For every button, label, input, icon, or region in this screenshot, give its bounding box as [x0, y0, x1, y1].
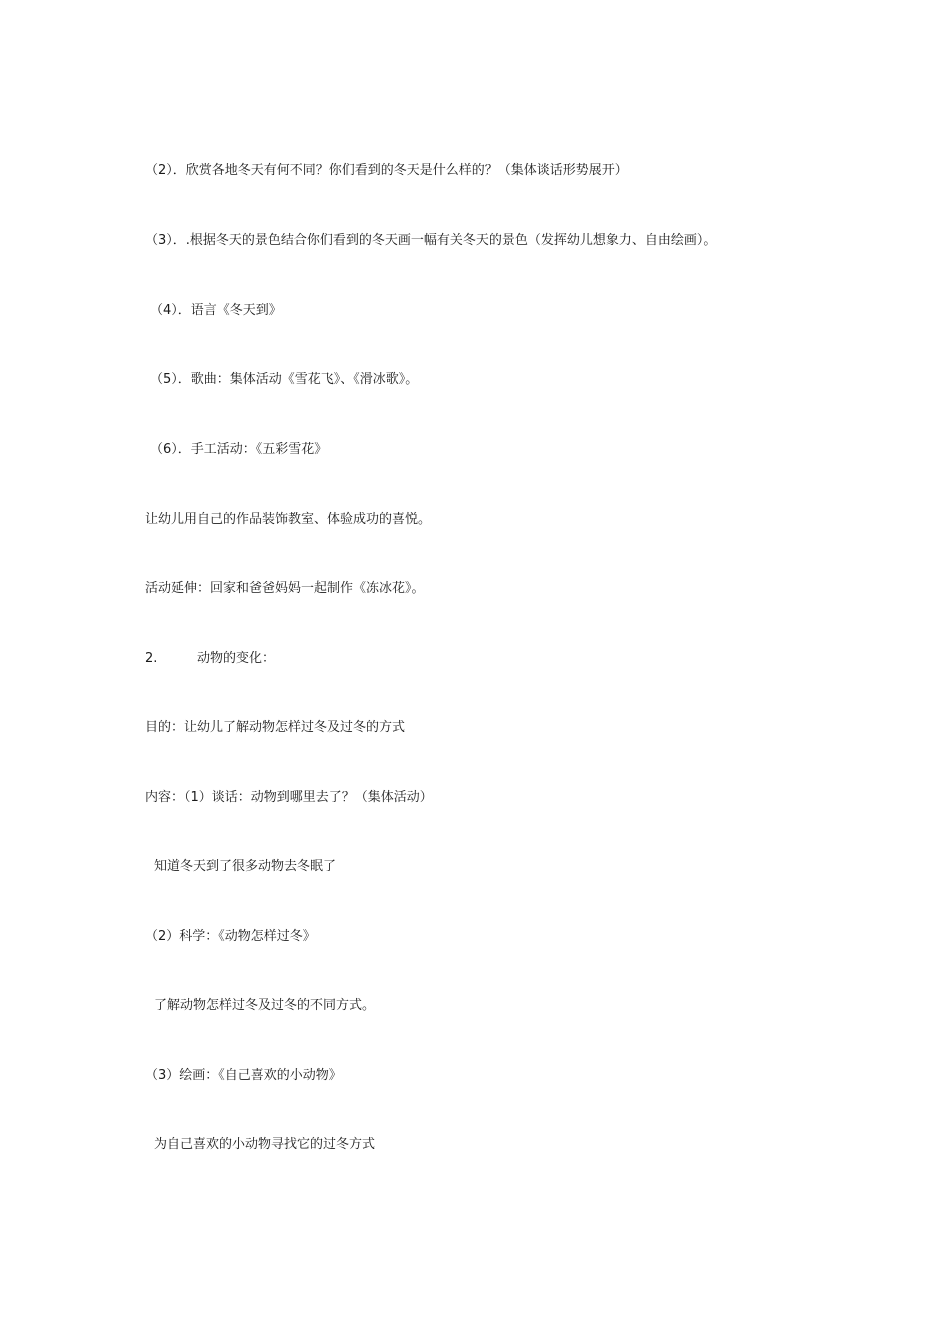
paragraph-line: 内容：（1）谈话：动物到哪里去了？（集体活动）	[145, 790, 433, 805]
paragraph-line: 让幼儿用自己的作品装饰教室、体验成功的喜悦。	[145, 512, 432, 527]
paragraph-line: （2）．欣赏各地冬天有何不同？你们看到的冬天是什么样的？（集体谈话形势展开）	[145, 163, 628, 178]
paragraph-line: （3）绘画：《自己喜欢的小动物》	[145, 1068, 342, 1083]
section-title: 动物的变化：	[197, 651, 276, 666]
paragraph-line: 知道冬天到了很多动物去冬眠了	[154, 859, 337, 874]
section-heading	[145, 650, 275, 668]
paragraph-line: （4）．语言《冬天到》	[150, 303, 282, 318]
paragraph-line: 目的：让幼儿了解动物怎样过冬及过冬的方式	[145, 720, 406, 735]
paragraph-line: （6）．手工活动：《五彩雪花》	[150, 442, 328, 457]
paragraph-line: 了解动物怎样过冬及过冬的不同方式。	[154, 998, 376, 1013]
paragraph-line: （5）．歌曲：集体活动《雪花飞》、《滑冰歌》。	[150, 372, 419, 387]
paragraph-line: （3）．.根据冬天的景色结合你们看到的冬天画一幅有关冬天的景色（发挥幼儿想象力、自由绘画）。	[145, 233, 717, 248]
section-number: 2.	[145, 651, 158, 666]
paragraph-line: 为自己喜欢的小动物寻找它的过冬方式	[154, 1137, 376, 1152]
paragraph-line: （2）科学：《动物怎样过冬》	[145, 929, 316, 944]
paragraph-line: 活动延伸：回家和爸爸妈妈一起制作《冻冰花》。	[145, 581, 425, 596]
